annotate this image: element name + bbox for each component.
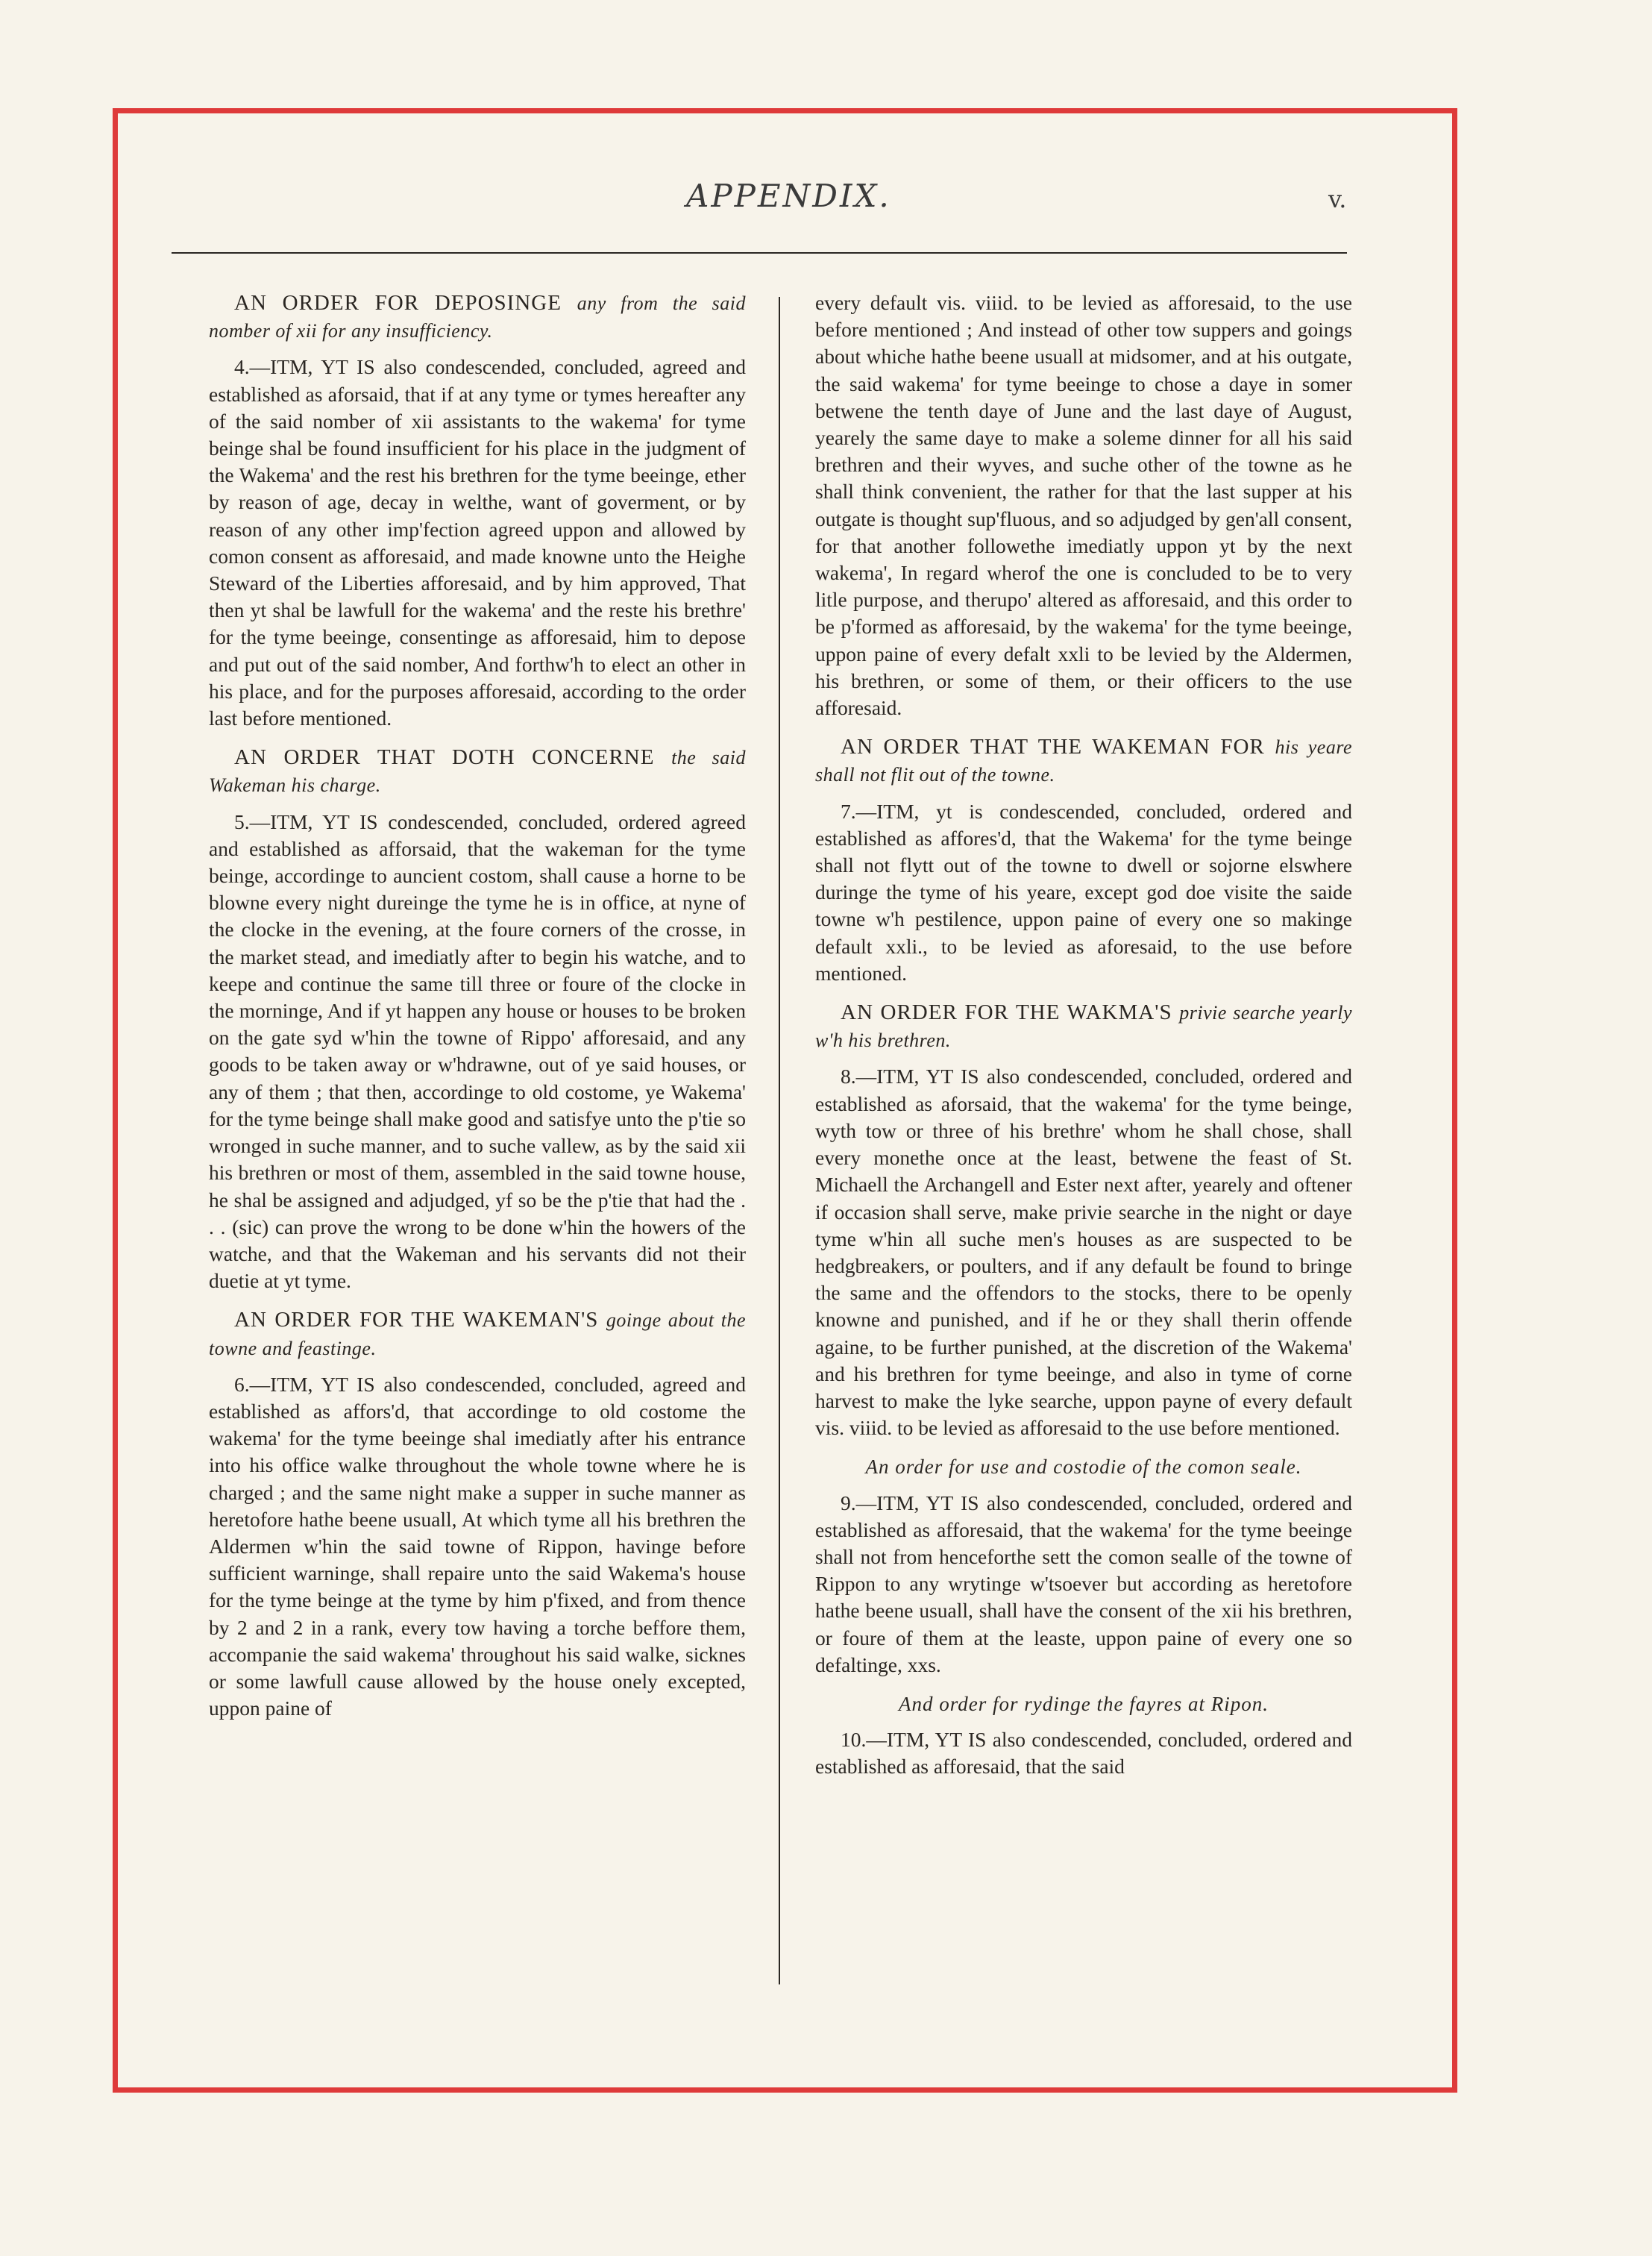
section-paragraph: 4.—ITM, YT IS also condescended, concluded, agreed and established as aforsaid, that if at any tyme or tymes hereafter any of the said nomber of xii assistants to the wakema' for tyme beinge shal be found insufficient for his place in the judgment of the Wakema' and the rest his brethren for the tyme beeinge, ether by reason of age, decay in welthe, want of goverment, or by reason of any other imp'fection agreed uppon and allowed by comon consent as afforesaid, and made knowne unto the Heighe Steward of the Liberties afforesaid, and by him approved, That then yt shal be lawfull for the wakema' and the reste his brethre' for the tyme beeinge, consentinge as afforesaid, him to depose and put out of the said nomber, And forthw'h to elect an other in his place, and for the purposes afforesaid, according to the order last before mentioned. [209,355,746,730]
section-paragraph: 7.—ITM, yt is condescended, concluded, ordered and established as affores'd, that the Wakema' for the tyme beinge shall not flytt out of the towne to dwell or sojorne elswhere duringe the tyme of his yeare, except god doe visite the saide towne w'h pestilence, uppon paine of every one so makinge default xxli., to be levied as aforesaid, to the use before mentioned. [815,799,1352,985]
section-heading [209,744,746,799]
section-heading-italic: And order for rydinge the fayres at Ripon. [899,1692,1269,1715]
heading-caps: AN ORDER THAT THE WAKEMAN FOR [841,735,1265,759]
column-divider [779,297,780,1984]
page-number: v. [1328,185,1347,213]
section-paragraph: 6.—ITM, YT IS also condescended, concluded, agreed and established as affors'd, that accordinge to old costome the wakema' for the tyme beeinge shal imediatly after his entrance into his office walke throughout the whole towne where he is charged ; and the same night make a supper in suche manner as heretofore hathe beene usuall, At which tyme all his brethren the Aldermen w'hin the said towne of Rippon, havinge before sufficient warninge, shall repaire unto the said Wakema's house for the tyme beinge at the tyme by him p'fixed, and from thence by 2 and 2 in a rank, every tow having a torche beffore them, accompanie the said wakema' throughout his said walke, sicknes or some lawfull cause allowed by the house onely excepted, uppon paine of [209,1372,746,1720]
heading-caps: AN ORDER FOR DEPOSINGE [234,291,562,315]
heading-caps: AN ORDER THAT DOTH CONCERNE [234,745,655,770]
heading-italic: his yeare shall not flit out of the towne. [815,736,1353,786]
section-heading [815,733,1352,789]
left-column [209,289,746,1734]
heading-italic: goinge about the towne and feastinge. [209,1309,746,1359]
heading-italic: any from the said nomber of xii for any insufficiency. [209,292,746,342]
heading-caps: AN ORDER FOR THE WAKEMAN'S [234,1308,599,1332]
section-heading [209,289,746,345]
section-paragraph: 8.—ITM, YT IS also condescended, concluded, ordered and established as aforsaid, that the wakema' for the tyme beinge, wyth tow or three of his brethre' whom he shall chose, shall every monethe once at the least, betwene the feast of St. Michaell the Archangell and Ester next after, yearely and oftener if occasion shall serve, make privie searche in the night or daye tyme w'hin all suche men's houses as are suspected to be hedgbreakers, or poulters, and if any default be found to bringe the same and the offendors to the stocks, there to be openly knowne and punished, and if he or they shall therin offende againe, to be further punished, at the discretion of the Wakema' and his brethren for tyme beeinge, and also in tyme of corne harvest to make the lyke searche, uppon payne of every default vis. viiid. to be levied as afforesaid to the use before mentioned. [815,1065,1352,1440]
continued-paragraph: every default vis. viiid. to be levied as afforesaid, to the use before mentioned ; And instead of other tow suppers and goings about whiche hathe beene usuall at midsomer, and at his outgate, the said wakema' for tyme beeinge to chose a daye in somer betwene the tenth daye of June and the last daye of August, yearely the same daye to make a soleme dinner for all his said brethren and their wyves, and suche other of the towne as he shall think convenient, the rather for that the last supper at his outgate is thought sup'fluous, and so adjudged by gen'all consent, for that another followethe imediatly uppon yt by the next wakema', In regard wherof the one is concluded to be to very litle purpose, and therupo' altered as afforesaid, and this order to be p'formed as afforesaid, by the wakema' for the tyme beeinge, uppon paine of every defalt xxli to be levied by the Aldermen, his brethren, or some of them, or their officers to the use afforesaid. [815,291,1352,720]
heading-italic: the said Wakeman his charge. [209,747,747,797]
heading-caps: AN ORDER FOR THE WAKMA'S [841,1000,1172,1025]
right-column [815,289,1352,1793]
section-heading-italic: An order for use and costodie of the comon seale. [865,1456,1302,1479]
heading-italic: privie searche yearly w'h his brethren. [815,1002,1353,1052]
running-header-title: APPENDIX. [686,178,891,214]
section-heading [815,999,1352,1054]
header-rule [172,252,1347,254]
section-heading [209,1306,746,1362]
section-paragraph: 5.—ITM, YT IS condescended, concluded, ordered agreed and established as afforsaid, that the wakeman for the tyme beinge, accordinge to auncient costom, shall cause a horne to be blowne every night dureinge the tyme he is in office, at nyne of the clocke in the evening, at the foure corners of the crosse, in the market stead, and imediatly after to begin his watche, and to keepe and continue the same till three or foure of the clocke in the morninge, And if yt happen any house or houses to be broken on the gate syd w'hin the towne of Rippo' afforesaid, and any goods to be taken away or w'hdrawne, out of ye said houses, or any of them ; that then, accordinge to old costome, ye Wakema' for the tyme beinge shall make good and satisfye unto the p'tie so wronged in suche manner, and to suche vallew, as by the said xii his brethren or most of them, assembled in the said towne house, he shal be assigned and adjudged, yf so be the p'tie that had the . . . (sic) can prove the wrong to be done w'hin the howers of the watche, and that the Wakeman and his servants did not their duetie at yt tyme. [209,809,746,1293]
section-paragraph: 9.—ITM, YT IS also condescended, concluded, ordered and established as afforesaid, that the wakema' for the tyme beeinge shall not from henceforthe sett the comon sealle of the towne of Rippon to any wrytinge w'tsoever but according as heretofore hathe beene usuall, shall have the consent of the xii his brethren, or foure of them at the leaste, uppon paine of every one so defaltinge, xxs. [815,1491,1352,1676]
section-paragraph: 10.—ITM, YT IS also condescended, concluded, ordered and established as afforesaid, that the said [815,1728,1352,1779]
